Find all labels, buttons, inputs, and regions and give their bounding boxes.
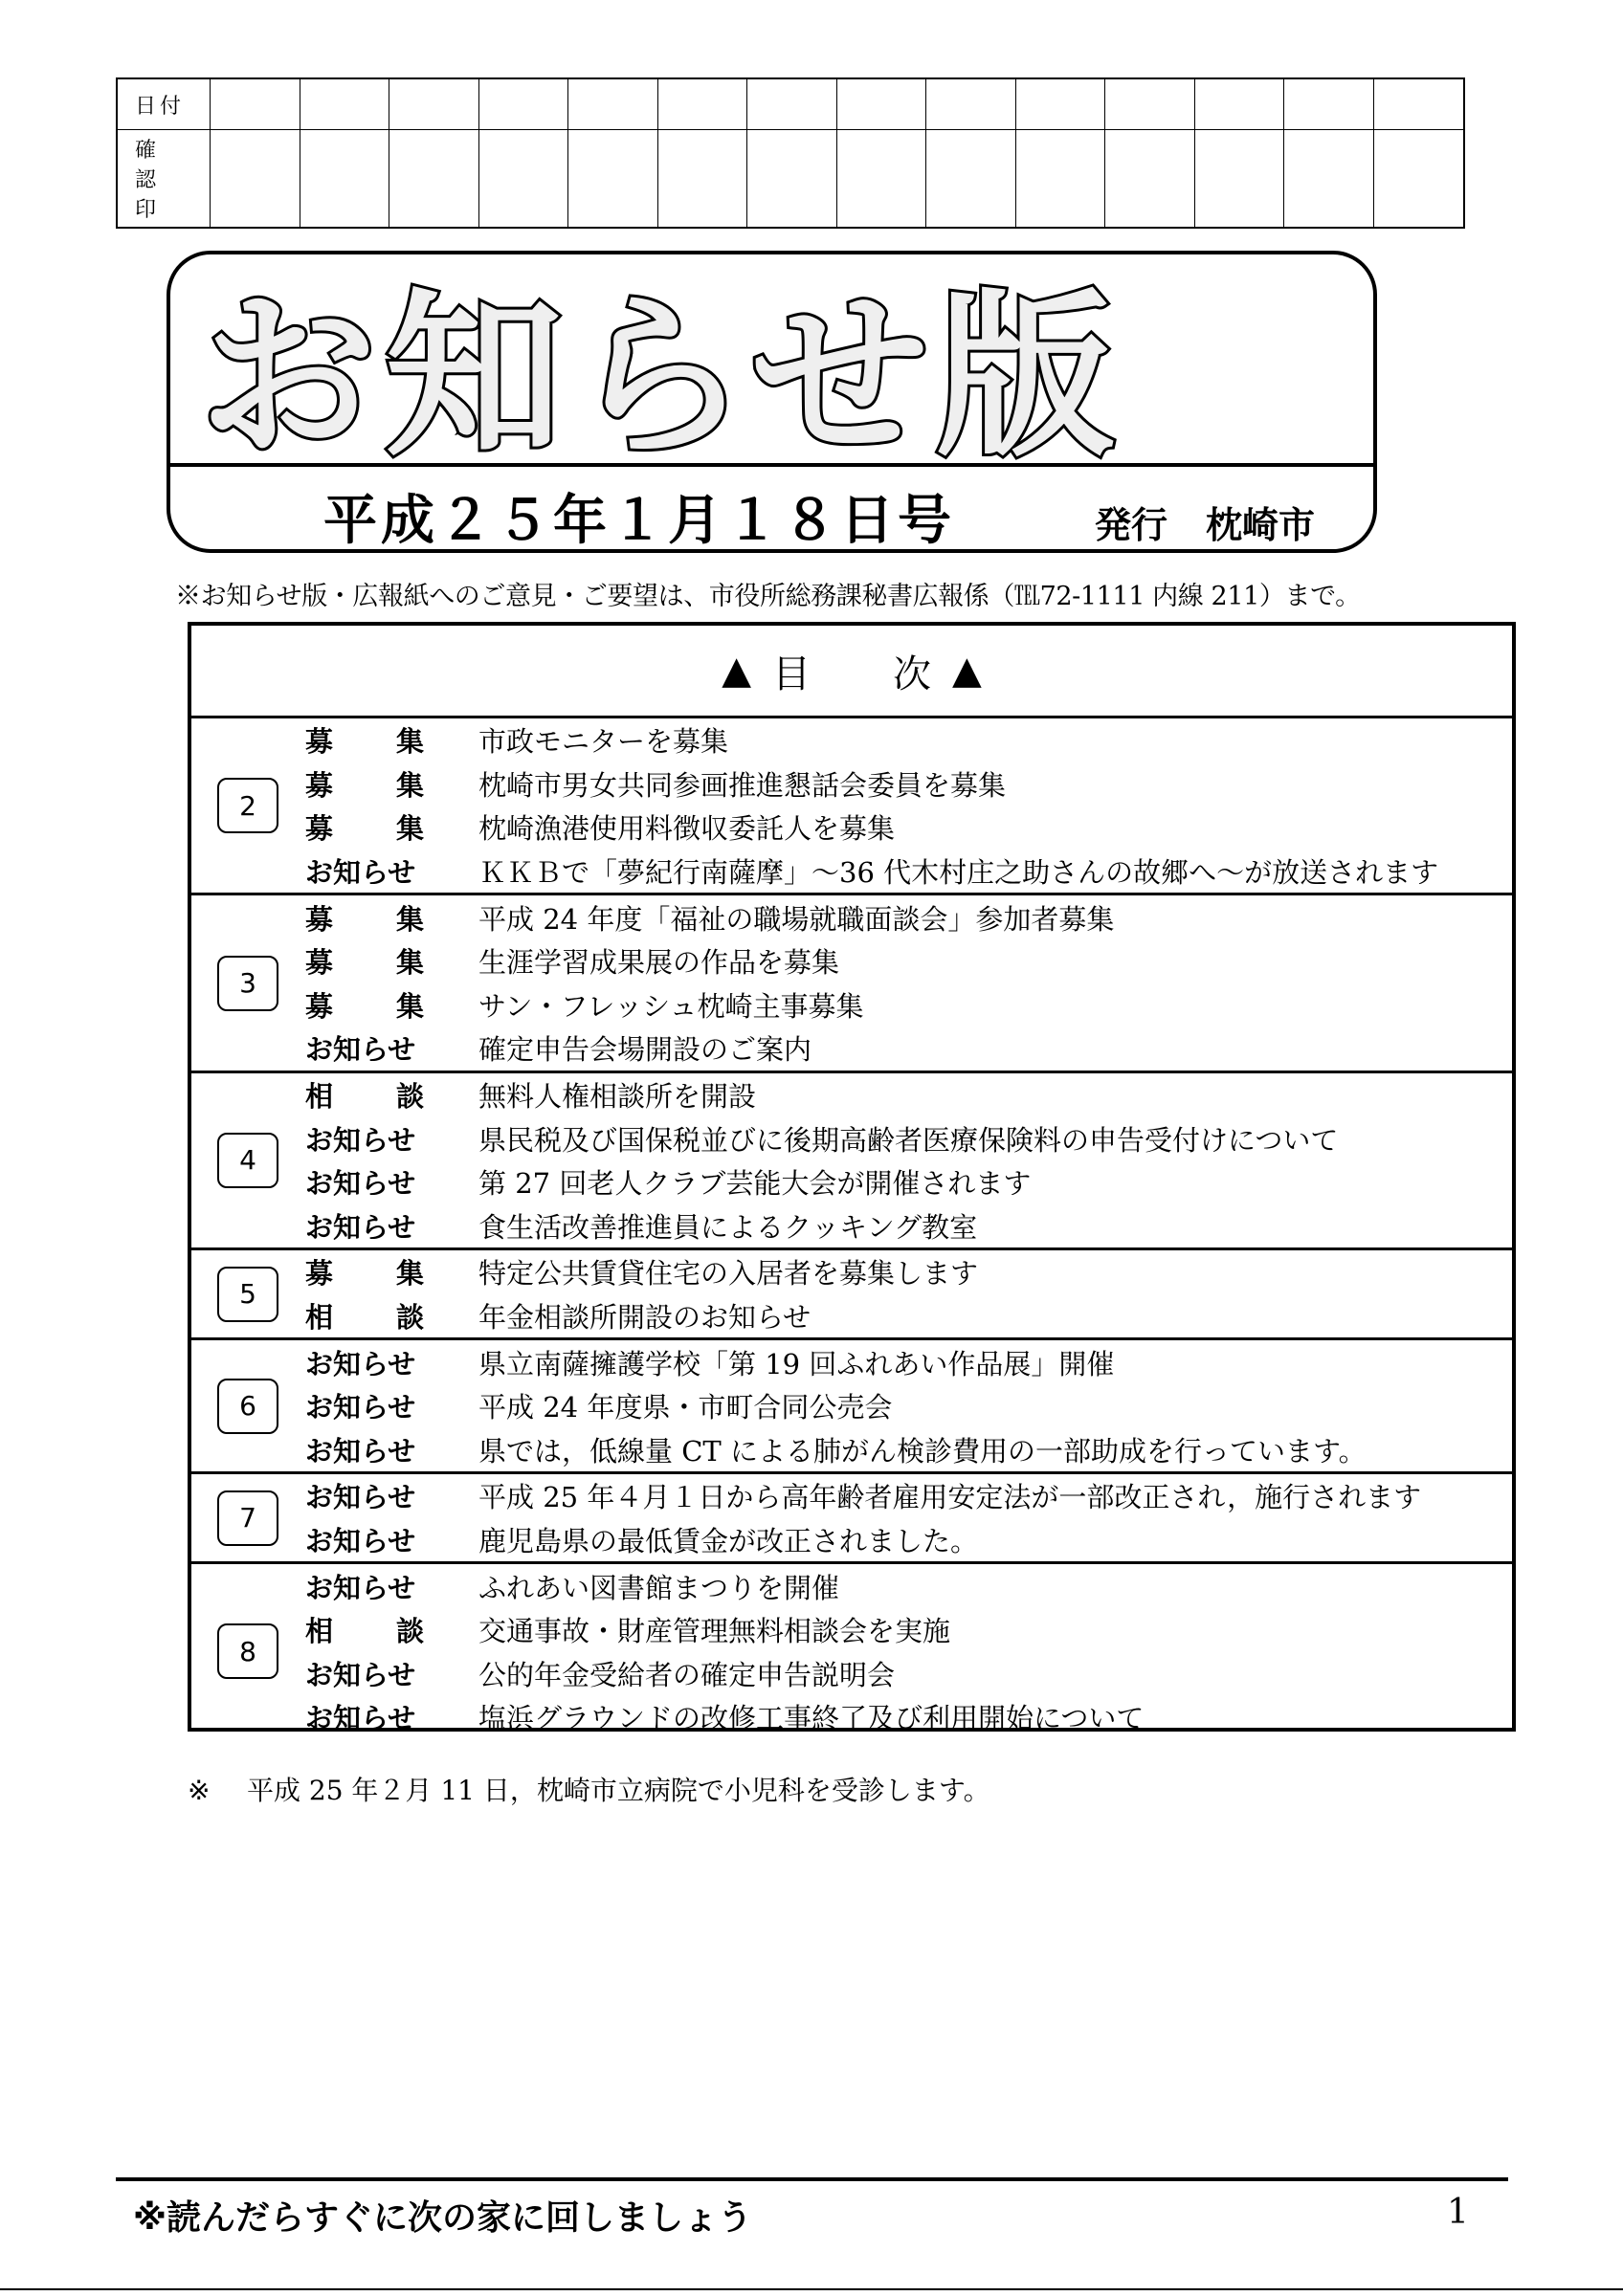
date-label: 日付 (118, 79, 211, 130)
entry-category (305, 762, 424, 806)
date-cell (1195, 79, 1285, 130)
toc-heading-char: 目 (772, 651, 811, 696)
entry-category-text: お知らせ (305, 1434, 416, 1468)
entry-category-text: 集 (395, 768, 424, 802)
entry-category (305, 1695, 424, 1739)
page-edge-rule (0, 2288, 1623, 2290)
page-number-box: 7 (217, 1490, 278, 1546)
stamp-cell (300, 130, 390, 227)
toc-entry (191, 1250, 1512, 1294)
entry-title: 県民税及び国保税並びに後期高齢者医療保険料の申告受付けについて (478, 1123, 1339, 1157)
toc-entry (191, 1027, 1512, 1071)
stamp-cell (1016, 130, 1106, 227)
stamp-cell (211, 130, 300, 227)
entry-title: 交通事故・財産管理無料相談会を実施 (478, 1615, 951, 1648)
toc-entry (191, 1651, 1512, 1695)
entry-title: 鹿児島県の最低賃金が改正されました。 (478, 1524, 979, 1557)
entry-category (305, 1428, 424, 1472)
entry-category (305, 1651, 424, 1695)
entry-category-text: お知らせ (305, 1524, 416, 1557)
entry-category (305, 1384, 424, 1428)
toc-entry (191, 1518, 1512, 1562)
toc-heading-char: 次 (893, 651, 931, 696)
stamp-label-line: 印 (135, 198, 178, 222)
date-cell (300, 79, 390, 130)
page-number-box: 8 (217, 1623, 278, 1679)
masthead-divider (170, 463, 1373, 467)
toc-section (191, 1474, 1512, 1564)
page-number-box: 2 (217, 778, 278, 833)
toc-entry (191, 1608, 1512, 1652)
entry-category-text: お知らせ (305, 1702, 416, 1735)
masthead (167, 251, 1377, 553)
entry-title: 特定公共賃貸住宅の入居者を募集します (478, 1257, 979, 1291)
entry-category (305, 1160, 424, 1204)
entry-category (305, 1116, 424, 1160)
entry-category-text: 集 (395, 812, 424, 846)
confirm-label-line: 確 認 (135, 139, 178, 192)
page-number-box: 6 (217, 1379, 278, 1434)
toc-entry (191, 762, 1512, 806)
newsletter-title: お知らせ版 (199, 272, 1123, 480)
stamp-cell (1284, 130, 1374, 227)
entry-category (305, 939, 424, 983)
entry-category-text: 集 (395, 989, 424, 1023)
entry-title: 県立南薩擁護学校「第 19 回ふれあい作品展」開催 (478, 1347, 1115, 1380)
toc-entry (191, 939, 1512, 983)
date-cell (1105, 79, 1195, 130)
entry-category-text: 集 (395, 1257, 424, 1291)
entry-category (305, 1608, 424, 1652)
triangle-up-icon: ▲ (952, 649, 982, 693)
date-cell (926, 79, 1016, 130)
toc-entry (191, 1294, 1512, 1338)
toc-entry (191, 983, 1512, 1027)
stamp-cell (747, 130, 837, 227)
table-of-contents (188, 622, 1516, 1735)
entry-category-text: 相 (305, 1080, 334, 1114)
entry-category (305, 983, 424, 1027)
toc-entry (191, 1204, 1512, 1248)
entry-category-text: お知らせ (305, 1347, 416, 1380)
entry-title: 食生活改善推進員によるクッキング教室 (478, 1210, 978, 1244)
stamp-cell (658, 130, 748, 227)
entry-category (305, 1204, 424, 1248)
entry-category-text: 募 (305, 902, 334, 936)
entry-title: 公的年金受給者の確定申告説明会 (478, 1658, 896, 1691)
entry-title: 塩浜グラウンドの改修工事終了及び利用開始について (478, 1702, 1145, 1735)
toc-body (191, 718, 1512, 1739)
entry-category (305, 1474, 424, 1518)
entry-title: ＫＫＢで「夢紀行南薩摩」～36 代木村庄之助さんの故郷へ～が放送されます (478, 856, 1439, 890)
entry-title: 平成 25 年４月１日から高年齢者雇用安定法が一部改正され，施行されます (478, 1481, 1422, 1514)
entry-category-text: お知らせ (305, 1481, 416, 1514)
entry-category-text: 談 (395, 1301, 424, 1335)
entry-category-text: 集 (395, 902, 424, 936)
entry-title: 枕崎市男女共同参画推進懇話会委員を募集 (478, 768, 1007, 802)
toc-entry (191, 1428, 1512, 1472)
entry-category (305, 895, 424, 939)
circulation-check-table (116, 77, 1465, 229)
toc-section (191, 1250, 1512, 1340)
entry-category (305, 718, 424, 762)
publisher-label: 発行 (1095, 504, 1168, 546)
date-cell (1374, 79, 1464, 130)
stamp-cell (568, 130, 658, 227)
toc-entry (191, 1340, 1512, 1384)
entry-category-text: お知らせ (305, 1033, 416, 1067)
entry-category-text: お知らせ (305, 856, 416, 890)
entry-category-text: お知らせ (305, 1167, 416, 1201)
entry-category (305, 806, 424, 850)
entry-category-text: 相 (305, 1301, 334, 1335)
note-mark: ※ (188, 1775, 211, 1806)
date-cell (837, 79, 927, 130)
entry-category-text: 募 (305, 989, 334, 1023)
stamp-cell (1105, 130, 1195, 227)
stamp-cell (1374, 130, 1464, 227)
stamp-cell (479, 130, 569, 227)
entry-title: 市政モニターを募集 (478, 725, 729, 759)
date-cell (568, 79, 658, 130)
issue-date: 平成２５年１月１８日号 (323, 489, 955, 552)
entry-title: 県では，低線量 CT による肺がん検診費用の一部助成を行っています。 (478, 1434, 1367, 1468)
toc-entry (191, 1384, 1512, 1428)
date-cell (1284, 79, 1374, 130)
entry-category-text: お知らせ (305, 1571, 416, 1604)
entry-title: 平成 24 年度県・市町合同公売会 (478, 1391, 893, 1424)
entry-category-text: 募 (305, 1257, 334, 1291)
date-cell (747, 79, 837, 130)
toc-entry (191, 1073, 1512, 1117)
entry-category (305, 1518, 424, 1562)
publisher-name: 枕崎市 (1206, 504, 1316, 546)
entry-title: 無料人権相談所を開設 (478, 1080, 757, 1114)
pediatrics-note (188, 1770, 990, 1808)
entry-category-text: お知らせ (305, 1210, 416, 1244)
toc-section (191, 1340, 1512, 1474)
date-cell (479, 79, 569, 130)
toc-entry (191, 1160, 1512, 1204)
toc-section (191, 1073, 1512, 1250)
stamp-cell (389, 130, 479, 227)
entry-category (305, 1027, 424, 1071)
entry-title: 平成 24 年度「福祉の職場就職面談会」参加者募集 (478, 902, 1115, 936)
entry-title: ふれあい図書館まつりを開催 (478, 1571, 840, 1604)
date-cell (658, 79, 748, 130)
toc-section (191, 1564, 1512, 1738)
toc-heading (191, 626, 1512, 718)
entry-category-text: お知らせ (305, 1123, 416, 1157)
page-number-box: 5 (217, 1267, 278, 1322)
confirm-stamp-label (118, 130, 211, 227)
footer-rule (116, 2177, 1508, 2181)
entry-category-text: 相 (305, 1615, 334, 1648)
toc-entry (191, 1474, 1512, 1518)
date-cell (389, 79, 479, 130)
entry-title: 第 27 回老人クラブ芸能大会が開催されます (478, 1167, 1032, 1201)
toc-entry (191, 1695, 1512, 1739)
date-cell (1016, 79, 1106, 130)
entry-title: 年金相談所開設のお知らせ (478, 1301, 812, 1335)
page-number-box: 3 (217, 956, 278, 1011)
entry-category (305, 1073, 424, 1117)
entry-category-text: 集 (395, 725, 424, 759)
toc-entry (191, 850, 1512, 894)
contact-note: ※お知らせ版・広報紙へのご意見・ご要望は、市役所総務課秘書広報係（℡72-1111 内線 211）まで。 (175, 582, 1361, 611)
entry-title: サン・フレッシュ枕崎主事募集 (478, 989, 864, 1023)
toc-section (191, 895, 1512, 1072)
entry-category (305, 1564, 424, 1608)
circulation-reminder: ※読んだらすぐに次の家に回しましょう (133, 2198, 752, 2238)
entry-category-text: 集 (395, 946, 424, 980)
entry-category-text: 募 (305, 946, 334, 980)
entry-category-text: 談 (395, 1615, 424, 1648)
page-number-box: 4 (217, 1133, 278, 1188)
toc-entry (191, 806, 1512, 850)
stamp-cell (1195, 130, 1285, 227)
entry-category (305, 850, 424, 894)
toc-entry (191, 718, 1512, 762)
entry-category-text: お知らせ (305, 1391, 416, 1424)
stamp-cell (926, 130, 1016, 227)
entry-category-text: 談 (395, 1080, 424, 1114)
entry-category-text: 募 (305, 725, 334, 759)
entry-category-text: 募 (305, 768, 334, 802)
entry-category-text: お知らせ (305, 1658, 416, 1691)
entry-category-text: 募 (305, 812, 334, 846)
entry-category (305, 1294, 424, 1338)
entry-category (305, 1250, 424, 1294)
date-cell (211, 79, 300, 130)
stamp-cell (837, 130, 927, 227)
entry-title: 枕崎漁港使用料徴収委託人を募集 (478, 812, 896, 846)
page-number: 1 (1447, 2193, 1469, 2232)
toc-entry (191, 1116, 1512, 1160)
publisher (1095, 496, 1315, 548)
entry-category (305, 1340, 424, 1384)
toc-entry (191, 1564, 1512, 1608)
toc-entry (191, 895, 1512, 939)
triangle-up-icon: ▲ (722, 649, 751, 693)
entry-title: 確定申告会場開設のご案内 (478, 1033, 812, 1067)
toc-section (191, 718, 1512, 895)
entry-title: 生涯学習成果展の作品を募集 (478, 946, 840, 980)
note-text: 平成 25 年２月 11 日，枕崎市立病院で小児科を受診します。 (247, 1775, 990, 1806)
